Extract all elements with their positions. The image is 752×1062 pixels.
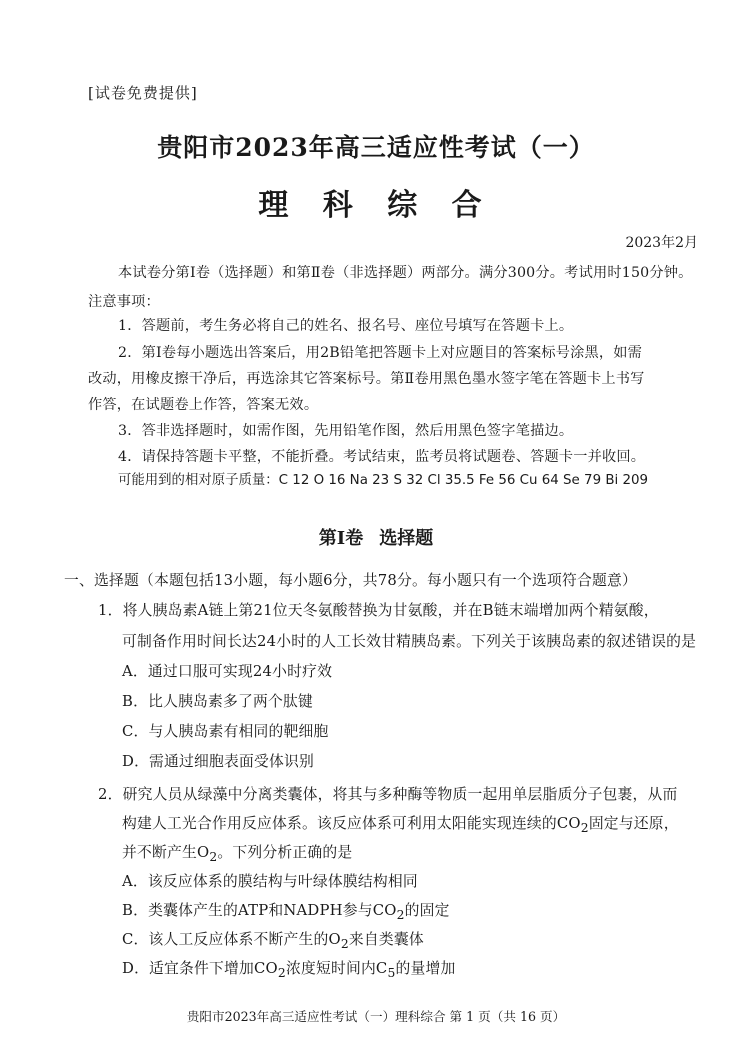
question-2-option-b: B．类囊体产生的ATP和NADPH参与$CO_2$的固定	[122, 902, 450, 922]
part-one-heading: 一、选择题（本题包括13小题，每小题6分，共78分。每小题只有一个选项符合题意）	[64, 572, 637, 589]
notice-label: 注意事项：	[88, 294, 160, 310]
question-2-option-a: A．该反应体系的膜结构与叶绿体膜结构相同	[122, 873, 418, 890]
question-1-line-2: 可制备作用时间长达24小时的人工长效甘精胰岛素。下列关于该胰岛素的叙述错误的是	[122, 633, 697, 650]
notice-item-2-line-3: 作答，在试题卷上作答，答案无效。	[88, 397, 319, 413]
question-2-option-d: D．适宜条件下增加$CO_2$浓度短时间内$C_5$的量增加	[122, 960, 456, 980]
section-volume: 第Ⅰ卷	[318, 528, 364, 549]
question-2-line-2: 构建人工光合作用反应体系。该反应体系可利用太阳能实现连续的$CO_2$固定与还原，	[122, 815, 679, 835]
notice-item-2-line-2: 改动，用橡皮擦干净后，再选涂其它答案标号。第Ⅱ卷用黑色墨水签字笔在答题卡上书写	[88, 371, 645, 387]
question-1-option-a: A．通过口服可实现24小时疗效	[122, 663, 333, 680]
question-2-line-1: 2．研究人员从绿藻中分离类囊体，将其与多种酶等物质一起用单层脂质分子包裹，从而	[98, 786, 678, 803]
question-2-option-c: C．该人工反应体系不断产生的$O_2$来自类囊体	[122, 931, 424, 951]
section-heading	[0, 524, 752, 550]
exam-subject: 理 科 综 合	[258, 188, 494, 223]
notice-item-4: 4．请保持答题卡平整，不能折叠。考试结束，监考员将试题卷、答题卡一并收回。	[118, 449, 646, 465]
atomic-masses: 可能用到的相对原子质量：C 12 O 16 Na 23 S 32 Cl 35.5 Fe 56 Cu 64 Se 79 Bi 209	[118, 473, 649, 488]
exam-date: 2023年2月	[625, 235, 698, 251]
notice-item-2-line-1: 2．第Ⅰ卷每小题选出答案后，用2B铅笔把答题卡上对应题目的答案标号涂黑，如需	[118, 345, 643, 361]
page-footer: 贵阳市2023年高三适应性考试（一）理科综合 第 1 页（共 16 页）	[186, 1009, 566, 1024]
question-1-option-b: B．比人胰岛素多了两个肽键	[122, 693, 314, 710]
question-2-line-3: 并不断产生$O_2$。下列分析正确的是	[122, 844, 353, 864]
question-1-option-c: C．与人胰岛素有相同的靶细胞	[122, 723, 329, 740]
exam-title: 贵阳市2023年高三适应性考试（一）	[157, 133, 595, 162]
notice-item-1: 1．答题前，考生务必将自己的姓名、报名号、座位号填写在答题卡上。	[118, 318, 574, 334]
question-1-option-d: D．需通过细胞表面受体识别	[122, 753, 315, 770]
intro-text: 本试卷分第Ⅰ卷（选择题）和第Ⅱ卷（非选择题）两部分。满分300分。考试用时150分钟。	[118, 265, 693, 281]
question-1-line-1: 1．将人胰岛素A链上第21位天冬氨酸替换为甘氨酸，并在B链末端增加两个精氨酸，	[98, 602, 659, 619]
free-paper-tag: [试卷免费提供]	[88, 84, 198, 102]
section-name: 选择题	[379, 528, 434, 549]
notice-item-3: 3．答非选择题时，如需作图，先用铅笔作图，然后用黑色签字笔描边。	[118, 423, 574, 439]
